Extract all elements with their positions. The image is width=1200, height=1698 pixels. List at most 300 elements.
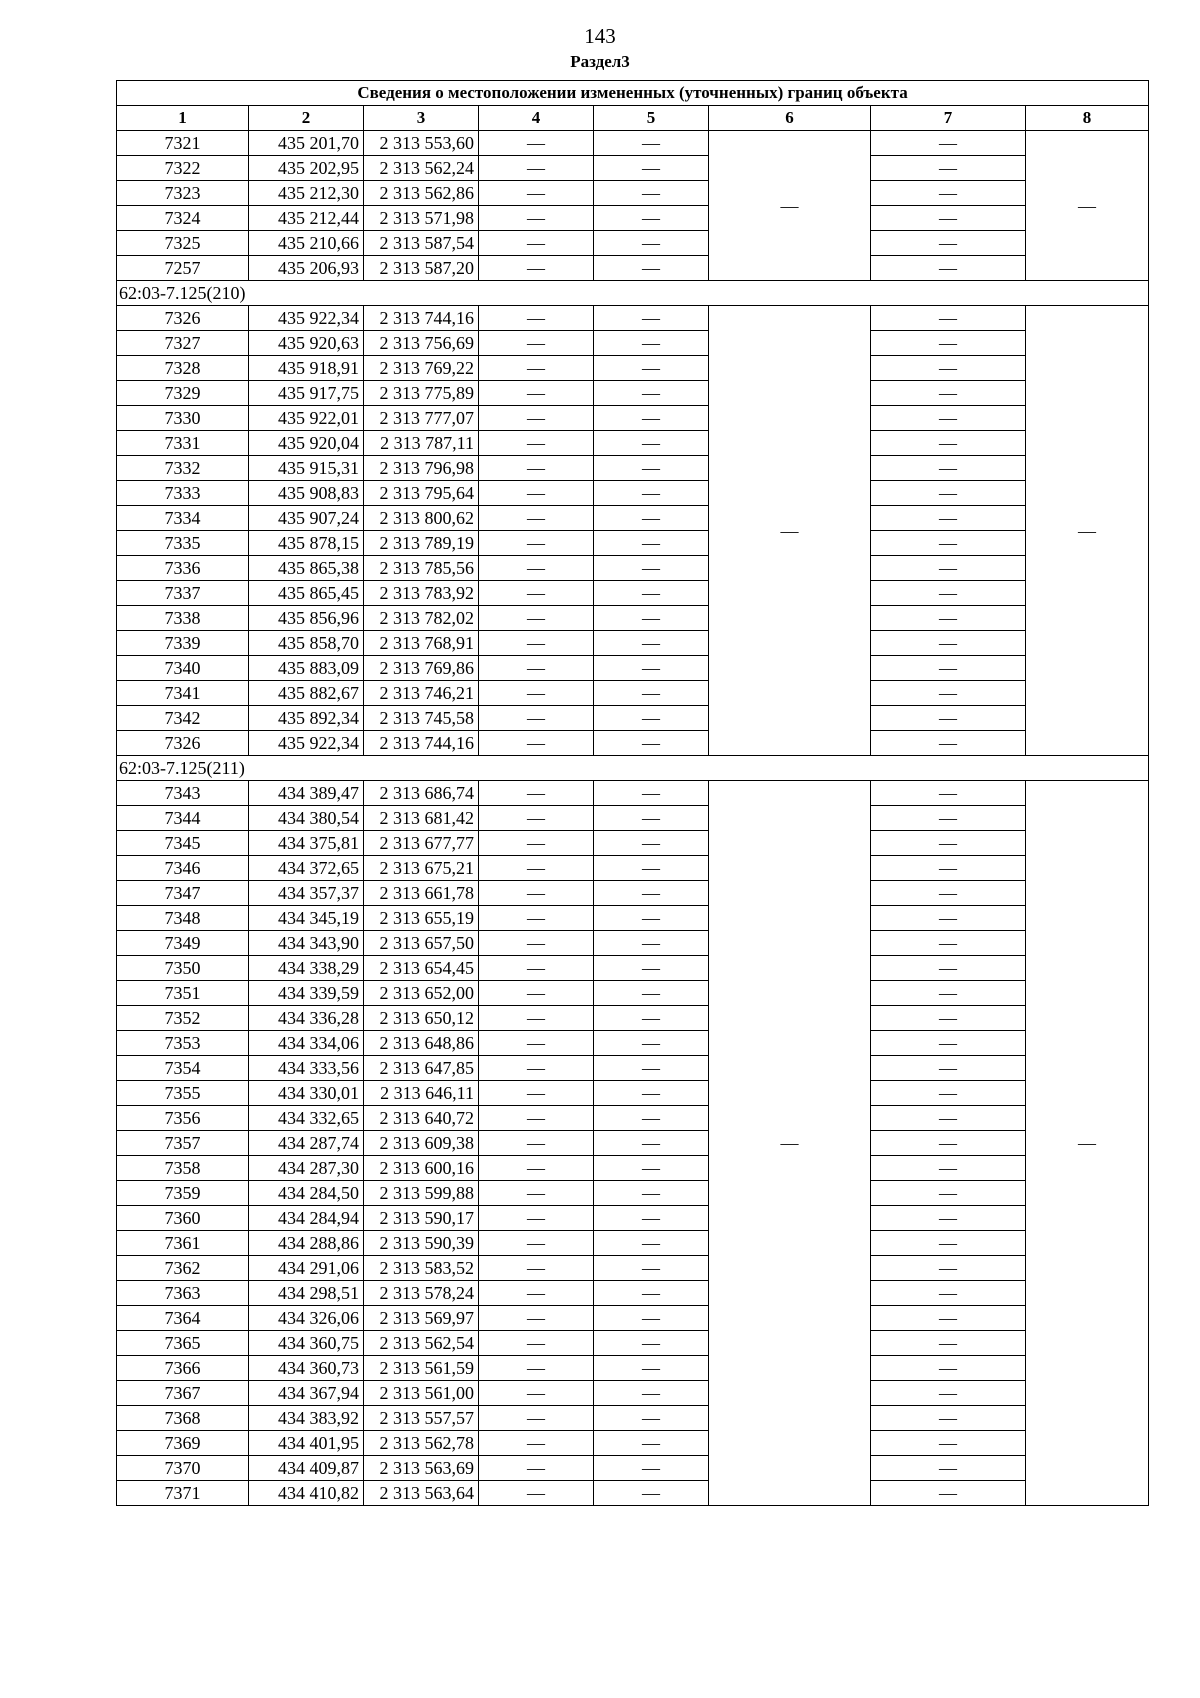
table-row (117, 806, 1149, 831)
column-header: 2 (249, 106, 364, 131)
point-number: 7338 (117, 606, 249, 631)
cell-col4: — (479, 381, 594, 406)
cell-col7: — (871, 381, 1026, 406)
table-row (117, 156, 1149, 181)
cell-col4: — (479, 831, 594, 856)
cell-col4: — (479, 1356, 594, 1381)
coordinate-y: 2 313 569,97 (364, 1306, 479, 1331)
table-row (117, 606, 1149, 631)
cell-col7: — (871, 831, 1026, 856)
table-row (117, 1181, 1149, 1206)
cell-col5: — (594, 331, 709, 356)
page-number: 143 (584, 24, 616, 48)
point-number: 7327 (117, 331, 249, 356)
table-row (117, 1306, 1149, 1331)
coordinate-y: 2 313 587,54 (364, 231, 479, 256)
point-number: 7257 (117, 256, 249, 281)
cell-col5: — (594, 1131, 709, 1156)
coordinate-y: 2 313 600,16 (364, 1156, 479, 1181)
table-row (117, 781, 1149, 806)
coordinate-y: 2 313 783,92 (364, 581, 479, 606)
cell-col4: — (479, 581, 594, 606)
cell-col8-merged: — (1026, 131, 1149, 281)
cell-col5: — (594, 1306, 709, 1331)
coordinate-x: 435 878,15 (249, 531, 364, 556)
coordinate-y: 2 313 563,64 (364, 1481, 479, 1506)
cell-col4: — (479, 1406, 594, 1431)
point-number: 7359 (117, 1181, 249, 1206)
cell-col4: — (479, 881, 594, 906)
cell-col5: — (594, 1331, 709, 1356)
coordinate-x: 435 865,38 (249, 556, 364, 581)
cell-col5: — (594, 1431, 709, 1456)
table-row (117, 481, 1149, 506)
cell-col8-merged: — (1026, 781, 1149, 1506)
point-number: 7326 (117, 731, 249, 756)
point-number: 7340 (117, 656, 249, 681)
column-header-row (117, 106, 1149, 131)
section-title: Раздел3 (570, 52, 630, 71)
cell-col4: — (479, 531, 594, 556)
coordinate-y: 2 313 775,89 (364, 381, 479, 406)
coordinate-x: 434 287,74 (249, 1131, 364, 1156)
cell-col7: — (871, 1281, 1026, 1306)
point-number: 7323 (117, 181, 249, 206)
coordinate-x: 434 367,94 (249, 1381, 364, 1406)
coordinate-x: 434 410,82 (249, 1481, 364, 1506)
table-row (117, 331, 1149, 356)
column-header: 3 (364, 106, 479, 131)
coordinate-y: 2 313 562,78 (364, 1431, 479, 1456)
cell-col4: — (479, 1306, 594, 1331)
cell-col7: — (871, 1156, 1026, 1181)
coordinate-y: 2 313 562,86 (364, 181, 479, 206)
point-number: 7332 (117, 456, 249, 481)
point-number: 7343 (117, 781, 249, 806)
point-number: 7349 (117, 931, 249, 956)
point-number: 7339 (117, 631, 249, 656)
coordinate-y: 2 313 768,91 (364, 631, 479, 656)
coordinate-y: 2 313 756,69 (364, 331, 479, 356)
cell-col4: — (479, 1206, 594, 1231)
cell-col7: — (871, 1456, 1026, 1481)
cell-col5: — (594, 631, 709, 656)
coordinate-x: 434 284,94 (249, 1206, 364, 1231)
coordinate-x: 435 212,44 (249, 206, 364, 231)
cell-col5: — (594, 1031, 709, 1056)
cell-col7: — (871, 431, 1026, 456)
coordinate-x: 435 201,70 (249, 131, 364, 156)
table-row (117, 1231, 1149, 1256)
cell-col7: — (871, 731, 1026, 756)
cell-col7: — (871, 1406, 1026, 1431)
cell-col4: — (479, 956, 594, 981)
coordinate-y: 2 313 769,22 (364, 356, 479, 381)
point-number: 7337 (117, 581, 249, 606)
cell-col5: — (594, 481, 709, 506)
cell-col7: — (871, 306, 1026, 331)
cell-col5: — (594, 1406, 709, 1431)
boundary-table (116, 80, 1149, 1506)
coordinate-x: 434 336,28 (249, 1006, 364, 1031)
table-row (117, 131, 1149, 156)
cell-col4: — (479, 706, 594, 731)
table-row (117, 531, 1149, 556)
cell-col7: — (871, 1331, 1026, 1356)
coordinate-x: 434 409,87 (249, 1456, 364, 1481)
cell-col7: — (871, 1256, 1026, 1281)
cell-col5: — (594, 1481, 709, 1506)
cell-col5: — (594, 1456, 709, 1481)
coordinate-x: 435 206,93 (249, 256, 364, 281)
coordinate-x: 434 330,01 (249, 1081, 364, 1106)
cell-col5: — (594, 156, 709, 181)
cell-col7: — (871, 631, 1026, 656)
cell-col4: — (479, 556, 594, 581)
coordinate-x: 435 920,04 (249, 431, 364, 456)
coordinate-x: 435 858,70 (249, 631, 364, 656)
cell-col7: — (871, 506, 1026, 531)
point-number: 7336 (117, 556, 249, 581)
cell-col4: — (479, 731, 594, 756)
table-row (117, 631, 1149, 656)
point-number: 7366 (117, 1356, 249, 1381)
coordinate-y: 2 313 590,39 (364, 1231, 479, 1256)
column-header: 5 (594, 106, 709, 131)
table-row (117, 206, 1149, 231)
point-number: 7326 (117, 306, 249, 331)
table-row (117, 1006, 1149, 1031)
coordinate-x: 434 326,06 (249, 1306, 364, 1331)
point-number: 7351 (117, 981, 249, 1006)
coordinate-y: 2 313 787,11 (364, 431, 479, 456)
table-row (117, 856, 1149, 881)
point-number: 7362 (117, 1256, 249, 1281)
cell-col4: — (479, 406, 594, 431)
cell-col4: — (479, 1181, 594, 1206)
coordinate-y: 2 313 745,58 (364, 706, 479, 731)
cell-col7: — (871, 1431, 1026, 1456)
table-row (117, 1131, 1149, 1156)
cell-col4: — (479, 506, 594, 531)
cell-col4: — (479, 156, 594, 181)
cell-col7: — (871, 781, 1026, 806)
cell-col5: — (594, 356, 709, 381)
cell-col4: — (479, 1006, 594, 1031)
cell-col4: — (479, 906, 594, 931)
cell-col5: — (594, 881, 709, 906)
cell-col7: — (871, 1231, 1026, 1256)
cell-col4: — (479, 481, 594, 506)
cell-col4: — (479, 1131, 594, 1156)
coordinate-x: 434 360,73 (249, 1356, 364, 1381)
cell-col7: — (871, 1381, 1026, 1406)
coordinate-x: 434 287,30 (249, 1156, 364, 1181)
column-header: 8 (1026, 106, 1149, 131)
cell-col4: — (479, 1431, 594, 1456)
table-row (117, 231, 1149, 256)
coordinate-x: 435 917,75 (249, 381, 364, 406)
cell-col7: — (871, 1106, 1026, 1131)
coordinate-y: 2 313 777,07 (364, 406, 479, 431)
cell-col5: — (594, 306, 709, 331)
cell-col5: — (594, 981, 709, 1006)
table-row (117, 1456, 1149, 1481)
point-number: 7347 (117, 881, 249, 906)
coordinate-x: 434 375,81 (249, 831, 364, 856)
cell-col5: — (594, 431, 709, 456)
point-number: 7352 (117, 1006, 249, 1031)
cell-col7: — (871, 1006, 1026, 1031)
point-number: 7363 (117, 1281, 249, 1306)
cell-col7: — (871, 1306, 1026, 1331)
cell-col4: — (479, 356, 594, 381)
point-number: 7346 (117, 856, 249, 881)
table-row (117, 1206, 1149, 1231)
cell-col4: — (479, 931, 594, 956)
coordinate-y: 2 313 562,54 (364, 1331, 479, 1356)
point-number: 7364 (117, 1306, 249, 1331)
cell-col7: — (871, 1481, 1026, 1506)
cell-col7: — (871, 856, 1026, 881)
cell-col4: — (479, 1256, 594, 1281)
cell-col4: — (479, 856, 594, 881)
table-row (117, 1331, 1149, 1356)
cell-col4: — (479, 656, 594, 681)
cell-col5: — (594, 1281, 709, 1306)
coordinate-x: 434 357,37 (249, 881, 364, 906)
table-row (117, 506, 1149, 531)
point-number: 7341 (117, 681, 249, 706)
coordinate-x: 435 922,34 (249, 306, 364, 331)
cell-col5: — (594, 256, 709, 281)
point-number: 7368 (117, 1406, 249, 1431)
coordinate-x: 434 332,65 (249, 1106, 364, 1131)
coordinate-y: 2 313 562,24 (364, 156, 479, 181)
cell-col7: — (871, 556, 1026, 581)
table-row (117, 956, 1149, 981)
cell-col5: — (594, 1231, 709, 1256)
cell-col7: — (871, 881, 1026, 906)
group-label-row (117, 756, 1149, 781)
cell-col7: — (871, 481, 1026, 506)
coordinate-y: 2 313 647,85 (364, 1056, 479, 1081)
cell-col5: — (594, 956, 709, 981)
cell-col5: — (594, 556, 709, 581)
point-number: 7325 (117, 231, 249, 256)
cell-col5: — (594, 531, 709, 556)
cell-col7: — (871, 1131, 1026, 1156)
coordinate-x: 434 291,06 (249, 1256, 364, 1281)
coordinate-y: 2 313 652,00 (364, 981, 479, 1006)
coordinate-y: 2 313 590,17 (364, 1206, 479, 1231)
cell-col5: — (594, 806, 709, 831)
cell-col7: — (871, 656, 1026, 681)
coordinate-x: 435 892,34 (249, 706, 364, 731)
cell-col7: — (871, 356, 1026, 381)
table-title: Сведения о местоположении измененных (уточненных) границ объекта (117, 81, 1149, 106)
coordinate-y: 2 313 561,00 (364, 1381, 479, 1406)
point-number: 7324 (117, 206, 249, 231)
point-number: 7358 (117, 1156, 249, 1181)
coordinate-x: 434 345,19 (249, 906, 364, 931)
table-row (117, 181, 1149, 206)
coordinate-x: 435 210,66 (249, 231, 364, 256)
cell-col7: — (871, 181, 1026, 206)
point-number: 7350 (117, 956, 249, 981)
group-label-row (117, 281, 1149, 306)
cell-col7: — (871, 906, 1026, 931)
coordinate-y: 2 313 795,64 (364, 481, 479, 506)
cell-col4: — (479, 306, 594, 331)
cell-col5: — (594, 1256, 709, 1281)
table-row (117, 581, 1149, 606)
coordinate-x: 435 922,01 (249, 406, 364, 431)
cell-col7: — (871, 131, 1026, 156)
cell-col4: — (479, 1106, 594, 1131)
cell-col4: — (479, 681, 594, 706)
coordinate-x: 434 288,86 (249, 1231, 364, 1256)
point-number: 7348 (117, 906, 249, 931)
point-number: 7360 (117, 1206, 249, 1231)
cell-col7: — (871, 681, 1026, 706)
cell-col6-merged: — (709, 781, 871, 1506)
coordinate-y: 2 313 744,16 (364, 731, 479, 756)
cell-col7: — (871, 1356, 1026, 1381)
coordinate-x: 435 920,63 (249, 331, 364, 356)
table-row (117, 981, 1149, 1006)
cell-col5: — (594, 231, 709, 256)
cell-col7: — (871, 806, 1026, 831)
point-number: 7335 (117, 531, 249, 556)
coordinate-x: 435 922,34 (249, 731, 364, 756)
table-row (117, 431, 1149, 456)
column-header: 1 (117, 106, 249, 131)
column-header: 6 (709, 106, 871, 131)
table-row (117, 1406, 1149, 1431)
coordinate-x: 434 383,92 (249, 1406, 364, 1431)
cell-col4: — (479, 1231, 594, 1256)
cell-col7: — (871, 206, 1026, 231)
cell-col5: — (594, 731, 709, 756)
coordinate-x: 434 333,56 (249, 1056, 364, 1081)
table-row (117, 456, 1149, 481)
cell-col4: — (479, 631, 594, 656)
coordinate-y: 2 313 675,21 (364, 856, 479, 881)
cell-col7: — (871, 406, 1026, 431)
point-number: 7333 (117, 481, 249, 506)
coordinate-y: 2 313 796,98 (364, 456, 479, 481)
cell-col4: — (479, 1331, 594, 1356)
cell-col5: — (594, 1156, 709, 1181)
table-row (117, 681, 1149, 706)
point-number: 7334 (117, 506, 249, 531)
table-row (117, 1356, 1149, 1381)
coordinate-x: 435 212,30 (249, 181, 364, 206)
coordinate-y: 2 313 800,62 (364, 506, 479, 531)
cell-col5: — (594, 206, 709, 231)
cell-col4: — (479, 1081, 594, 1106)
cell-col7: — (871, 456, 1026, 481)
coordinate-y: 2 313 640,72 (364, 1106, 479, 1131)
point-number: 7330 (117, 406, 249, 431)
coordinate-y: 2 313 657,50 (364, 931, 479, 956)
cell-col4: — (479, 1031, 594, 1056)
cell-col5: — (594, 1006, 709, 1031)
cell-col7: — (871, 331, 1026, 356)
cell-col4: — (479, 1381, 594, 1406)
coordinate-x: 435 865,45 (249, 581, 364, 606)
cell-col5: — (594, 1381, 709, 1406)
coordinate-x: 435 907,24 (249, 506, 364, 531)
coordinate-x: 434 360,75 (249, 1331, 364, 1356)
coordinate-y: 2 313 599,88 (364, 1181, 479, 1206)
coordinate-x: 434 298,51 (249, 1281, 364, 1306)
coordinate-x: 434 343,90 (249, 931, 364, 956)
coordinate-y: 2 313 785,56 (364, 556, 479, 581)
cell-col4: — (479, 206, 594, 231)
cell-col4: — (479, 981, 594, 1006)
cell-col7: — (871, 931, 1026, 956)
table-row (117, 1256, 1149, 1281)
coordinate-y: 2 313 553,60 (364, 131, 479, 156)
cell-col7: — (871, 981, 1026, 1006)
coordinate-y: 2 313 681,42 (364, 806, 479, 831)
cell-col5: — (594, 906, 709, 931)
point-number: 7329 (117, 381, 249, 406)
cell-col4: — (479, 181, 594, 206)
cell-col5: — (594, 681, 709, 706)
table-row (117, 1106, 1149, 1131)
coordinate-x: 434 284,50 (249, 1181, 364, 1206)
table-row (117, 1031, 1149, 1056)
coordinate-y: 2 313 557,57 (364, 1406, 479, 1431)
cell-col5: — (594, 1056, 709, 1081)
cell-col4: — (479, 781, 594, 806)
point-number: 7367 (117, 1381, 249, 1406)
cell-col5: — (594, 931, 709, 956)
cell-col7: — (871, 1206, 1026, 1231)
cell-col5: — (594, 131, 709, 156)
coordinate-x: 435 908,83 (249, 481, 364, 506)
cell-col4: — (479, 456, 594, 481)
coordinate-y: 2 313 746,21 (364, 681, 479, 706)
coordinate-y: 2 313 782,02 (364, 606, 479, 631)
cell-col7: — (871, 256, 1026, 281)
column-header: 7 (871, 106, 1026, 131)
coordinate-x: 435 856,96 (249, 606, 364, 631)
point-number: 7365 (117, 1331, 249, 1356)
group-label: 62:03-7.125(211) (117, 756, 1149, 781)
point-number: 7361 (117, 1231, 249, 1256)
coordinate-x: 435 918,91 (249, 356, 364, 381)
coordinate-y: 2 313 646,11 (364, 1081, 479, 1106)
cell-col4: — (479, 806, 594, 831)
cell-col4: — (479, 1481, 594, 1506)
cell-col4: — (479, 431, 594, 456)
table-row (117, 1481, 1149, 1506)
cell-col4: — (479, 1156, 594, 1181)
coordinate-y: 2 313 578,24 (364, 1281, 479, 1306)
point-number: 7322 (117, 156, 249, 181)
cell-col5: — (594, 456, 709, 481)
point-number: 7356 (117, 1106, 249, 1131)
cell-col5: — (594, 381, 709, 406)
coordinate-y: 2 313 655,19 (364, 906, 479, 931)
coordinate-x: 434 401,95 (249, 1431, 364, 1456)
coordinate-y: 2 313 744,16 (364, 306, 479, 331)
cell-col4: — (479, 1056, 594, 1081)
